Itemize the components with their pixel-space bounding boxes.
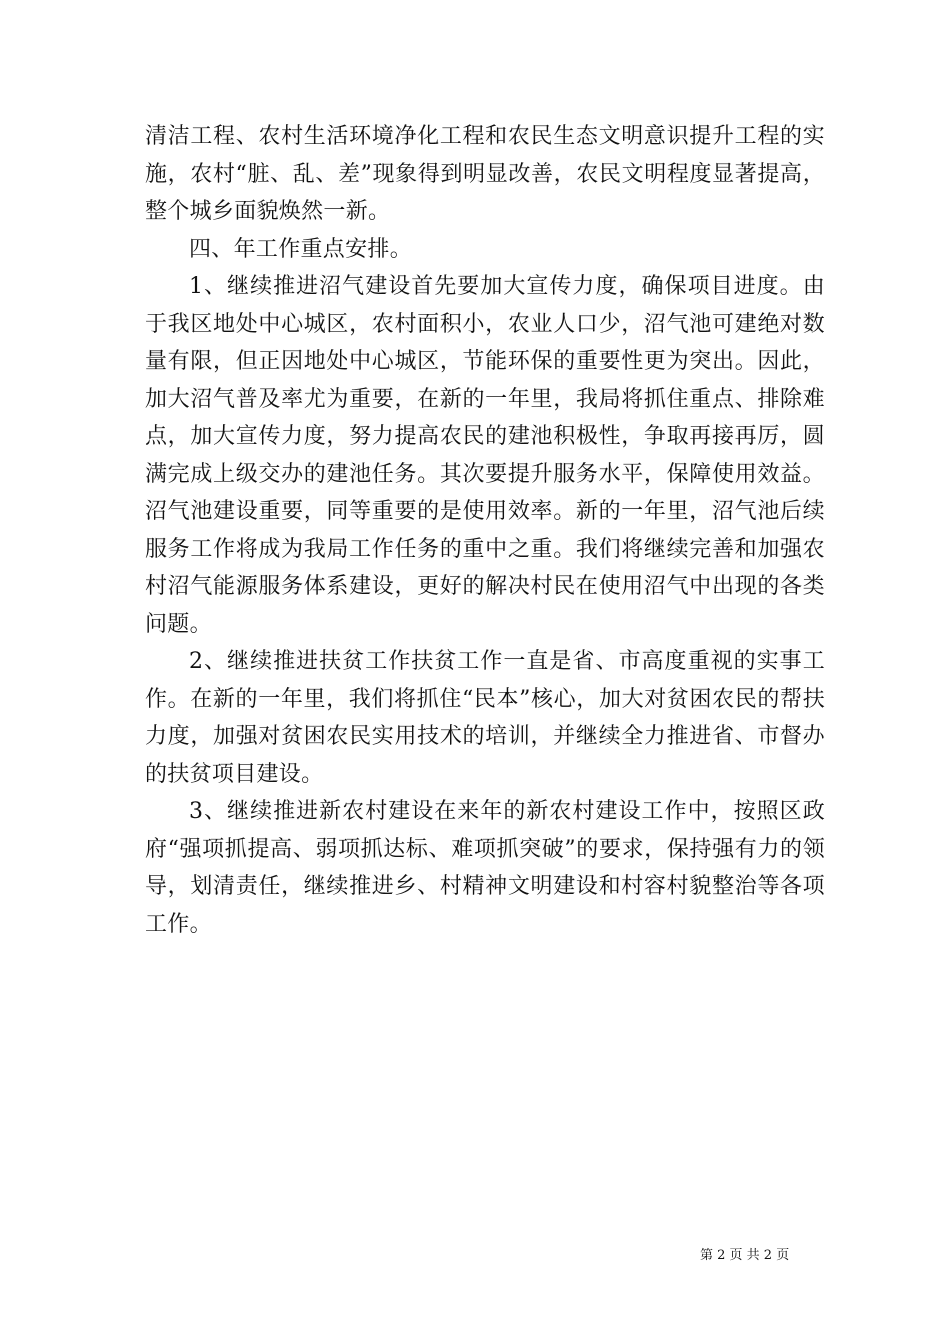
- document-body: [145, 118, 825, 943]
- paragraph-item-2: 2、继续推进扶贫工作扶贫工作一直是省、市高度重视的实事工作。在新的一年里，我们将抓住“民本”核心，加大对贫困农民的帮扶力度，加强对贫困农民实用技术的培训，并继续全力推进省、市督办的扶贫项目建设。: [145, 649, 825, 787]
- page-number-footer: 第 2 页 共 2 页: [700, 1248, 790, 1263]
- section-heading: 四、年工作重点安排。: [189, 236, 413, 262]
- paragraph-continuation: 清洁工程、农村生活环境净化工程和农民生态文明意识提升工程的实施，农村“脏、乱、差”现象得到明显改善，农民文明程度显著提高，整个城乡面貌焕然一新。: [145, 124, 825, 224]
- paragraph-item-1: 1、继续推进沼气建设首先要加大宣传力度，确保项目进度。由于我区地处中心城区，农村面积小，农业人口少，沼气池可建绝对数量有限，但正因地处中心城区，节能环保的重要性更为突出。因此，加大沼气普及率尤为重要，在新的一年里，我局将抓住重点、排除难点，加大宣传力度，努力提高农民的建池积极性，争取再接再厉，圆满完成上级交办的建池任务。其次要提升服务水平，保障使用效益。沼气池建设重要，同等重要的是使用效率。新的一年里，沼气池后续服务工作将成为我局工作任务的重中之重。我们将继续完善和加强农村沼气能源服务体系建设，更好的解决村民在使用沼气中出现的各类问题。: [145, 274, 825, 637]
- paragraph-item-3: 3、继续推进新农村建设在来年的新农村建设工作中，按照区政府“强项抓提高、弱项抓达标、难项抓突破”的要求，保持强有力的领导，划清责任，继续推进乡、村精神文明建设和村容村貌整治等各项工作。: [145, 799, 825, 937]
